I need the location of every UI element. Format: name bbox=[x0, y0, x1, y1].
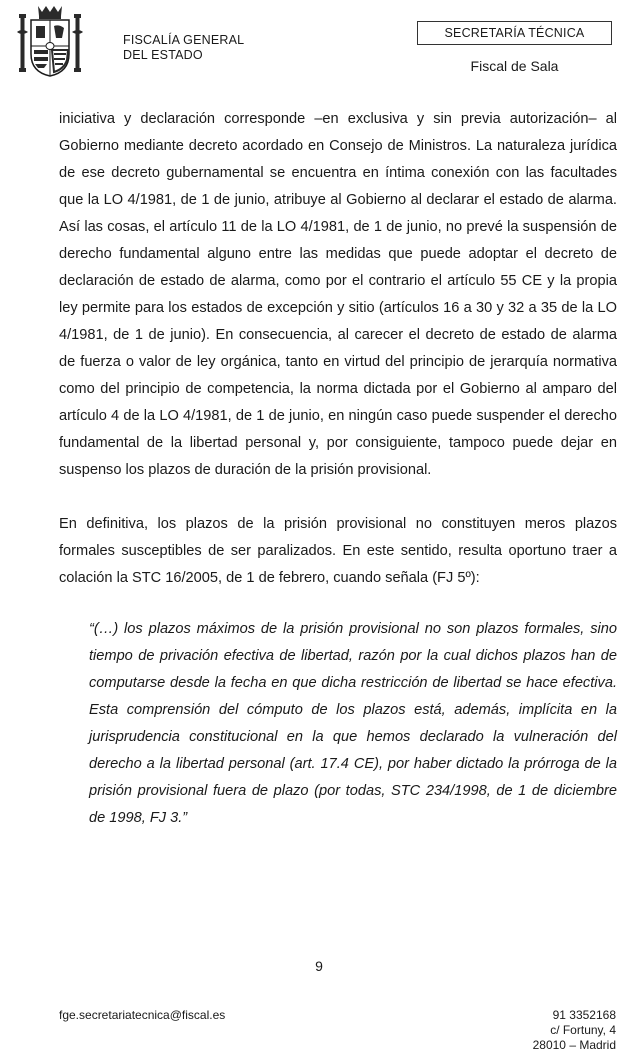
organization-name bbox=[123, 33, 244, 63]
body-paragraph: En definitiva, los plazos de la prisión provisional no constituyen meros plazos formales susceptibles de ser paralizados. En este sentido, resulta oportuno traer a colación la STC 16/2005, de 1 de febrero, cuando señala (FJ 5º): bbox=[59, 516, 617, 586]
footer-email: fge.secretariatecnica@fiscal.es bbox=[59, 1008, 226, 1022]
department-box: SECRETARÍA TÉCNICA bbox=[417, 21, 612, 45]
document-body bbox=[59, 106, 617, 832]
footer-street: c/ Fortuny, 4 bbox=[550, 1023, 616, 1037]
block-quote: “(…) los plazos máximos de la prisión provisional no son plazos formales, sino tiempo de privación efectiva de libertad, razón por la cual dichos plazos han de computarse desde la fecha en que dicha restricción de libertad se hace efectiva. Esta comprensión del cómputo de los plazos está, además, implícita en la jurisprudencia constitucional en la que hemos declarado la vulneración del derecho a la libertad personal (art. 17.4 CE), por haber dictado la prórroga de la prisión provisional fuera de plazo (por todas, STC 234/1998, de 1 de diciembre de 1998, FJ 3.” bbox=[89, 621, 617, 826]
body-paragraph: iniciativa y declaración corresponde –en exclusiva y sin previa autorización– al Gobierno mediante decreto acordado en Consejo de Ministros. La naturaleza jurídica de ese decreto gubernamental se encuentra en íntima conexión con las facultades que la LO 4/1981, de 1 de junio, atribuye al Gobierno al declarar el estado de alarma. Así las cosas, el artículo 11 de la LO 4/1981, de 1 de junio, no prevé la suspensión de derecho fundamental alguno entre las medidas que puede adoptar el decreto de declaración de estado de alarma, como por el contrario el artículo 55 CE y la propia ley permite para los estados de excepción y sitio (artículos 16 a 30 y 32 a 35 de la LO 4/1981, de 1 de junio). En consecuencia, al carecer el decreto de estado de alarma de fuerza o valor de ley orgánica, tanto en virtud del principio de jerarquía normativa como del principio de competencia, la norma dictada por el Gobierno al amparo del artículo 4 de la LO 4/1981, de 1 de junio, en ningún caso puede suspender el derecho fundamental de la libertad personal y, por consiguiente, tampoco puede dejar en suspenso los plazos de duración de la prisión provisional. bbox=[59, 111, 617, 478]
organization-line-2: DEL ESTADO bbox=[123, 48, 203, 62]
sub-department: Fiscal de Sala bbox=[470, 58, 559, 74]
footer-city: 28010 – Madrid bbox=[532, 1038, 616, 1052]
footer-address bbox=[533, 1008, 616, 1053]
coat-of-arms-icon bbox=[14, 2, 86, 80]
footer-phone: 91 3352168 bbox=[552, 1008, 616, 1022]
page-number: 9 bbox=[315, 958, 323, 974]
organization-line-1: FISCALÍA GENERAL bbox=[123, 33, 245, 47]
